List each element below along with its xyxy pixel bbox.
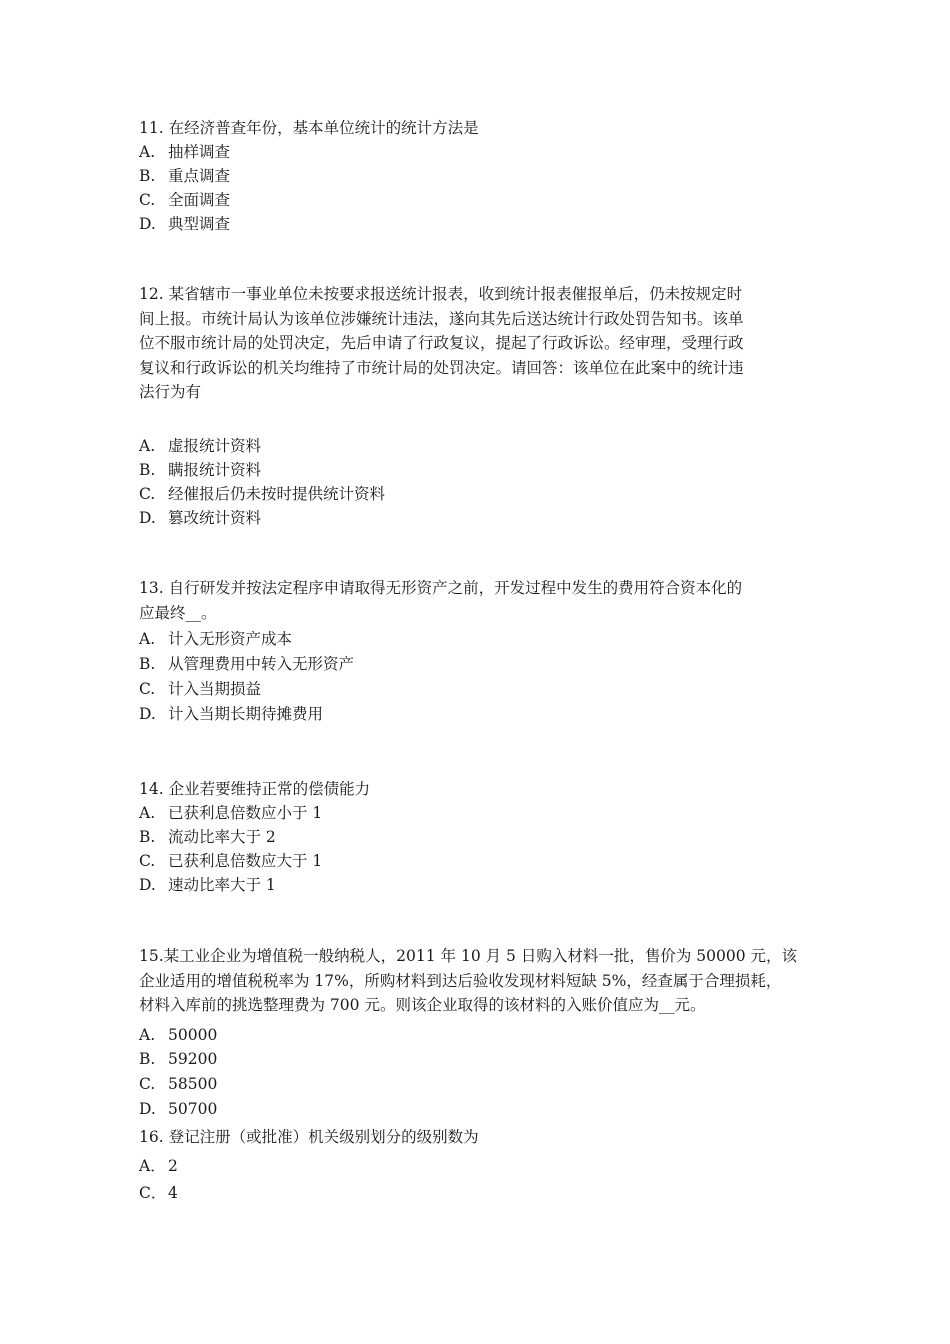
question-13-stem-line: 13. 自行研发并按法定程序申请取得无形资产之前，开发过程中发生的费用符合资本化的 <box>139 579 743 597</box>
question-15-stem-line: 材料入库前的挑选整理费为 700 元。则该企业取得的该材料的入账价值应为__元。 <box>139 996 706 1014</box>
question-15-stem-line: 企业适用的增值税税率为 17%，所购材料到达后验收发现材料短缺 5%，经查属于合理损耗， <box>139 971 782 990</box>
question-15-stem <box>139 944 819 1018</box>
question-12-stem-line: 12. 某省辖市一事业单位未按要求报送统计报表，收到统计报表催报单后，仍未按规定时 <box>139 285 743 303</box>
question-12-stem-line: 位不服市统计局的处罚决定，先后申请了行政复议，提起了行政诉讼。经审理，受理行政 <box>139 334 744 352</box>
question-11-stem: 11. 在经济普查年份，基本单位统计的统计方法是 <box>139 119 479 137</box>
question-12-stem-line: 法行为有 <box>139 383 202 401</box>
question-14-stem: 14. 企业若要维持正常的偿债能力 <box>139 780 371 798</box>
question-15-stem-line: 15.某工业企业为增值税一般纳税人，2011 年 10 月 5 日购入材料一批，售价为 50000 元，该 <box>139 947 797 965</box>
document-page: 11. 在经济普查年份，基本单位统计的统计方法是 A. 抽样调查 B. 重点调查 C. 全面调查 D. 典型调查 12. 某省辖市一事业单位未按要求报送统计报表，收到统计报表催报单后，仍未按规定时 间上报。市统计局认为该单位涉嫌统计违法，遂向其先后送达统计行政处罚告知书。该单 位不服市统计局的处罚决定，先后申请了行政复议，提起了行政诉讼。经审理，受理行政 复议和行政诉讼的机关均维持了市统计局的处罚决定。请回答：该单位在此案中的统计违 法行为有 A. 虚报统计资料 B. 瞒报统计资料 C. 经催报后仍未按时提供统计资料 D. 篡改统计资料 13. 自行研发并按法定程序申请取得无形资产之前，开发过程中发生的费用符合资本化的 应最终__。 A. 计入无形资产成本 B. 从管理费用中转入无形资产 C. 计入当期损益 D. 计入当期长期待摊费用 14. 企业若要维持正常的偿债能力 A. 已获利息倍数应小于 1 B. 流动比率大于 2 C. 已获利息倍数应大于 1 D. 速动比率大于 1 15.某工业企业为增值税一般纳税人，2011 年 10 月 5 日购入材料一批，售价为 50000 元，该 企业适用的增值税税率为 17%，所购材料到达后验收发现材料短缺 5%，经查属于合理损耗， 材料入库前的挑选整理费为 700 元。则该企业取得的该材料的入账价值应为__元。 A. 50000 B. 59200 C. 58500 D. 50700 16. 登记注册（或批准）机关级别划分的级别数为 A． 2 C． 4 <box>0 0 950 1344</box>
question-12-stem-line: 间上报。市统计局认为该单位涉嫌统计违法，遂向其先后送达统计行政处罚告知书。该单 <box>139 309 744 328</box>
question-12-stem-line: 复议和行政诉讼的机关均维持了市统计局的处罚决定。请回答：该单位在此案中的统计违 <box>139 358 744 377</box>
question-13-stem <box>139 576 819 625</box>
question-13-stem-line: 应最终__。 <box>139 603 217 622</box>
question-12-stem <box>139 282 819 405</box>
question-16-stem: 16. 登记注册（或批准）机关级别划分的级别数为 <box>139 1128 479 1146</box>
